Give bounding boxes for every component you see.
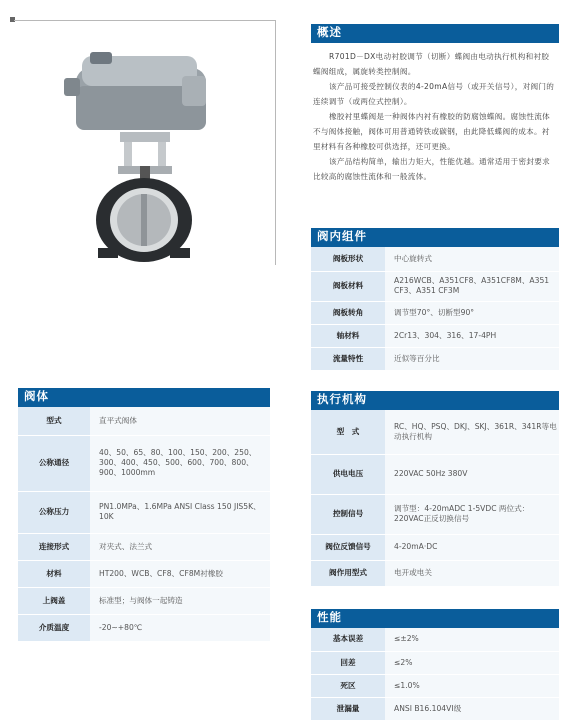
row-value: 中心旋转式 [385,247,559,271]
actuator-title: 执行机构 [311,391,559,408]
row-value: 电开或电关 [385,560,559,586]
row-key: 公称压力 [18,491,90,533]
row-key: 泄漏量 [311,697,385,720]
row-key: 阀板材料 [311,271,385,301]
row-key: 流量特性 [311,347,385,370]
row-key: 公称通径 [18,435,90,491]
table-row [311,454,559,494]
table-row [311,697,559,720]
table-row [311,301,559,324]
row-value: 2Cr13、304、316、17-4PH [385,324,559,347]
row-key: 死区 [311,674,385,697]
row-key: 阀位反馈信号 [311,534,385,560]
table-row [18,587,270,614]
valve-body-section [18,388,270,642]
row-value: RC、HQ、PSQ、DKJ、SKJ、361R、341R等电动执行机构 [385,410,559,454]
table-row [311,271,559,301]
row-key: 阀板形状 [311,247,385,271]
actuator-table [311,410,559,587]
row-key: 轴材料 [311,324,385,347]
row-value: 对夹式、法兰式 [90,533,270,560]
row-key: 回差 [311,651,385,674]
row-value: 4-20mA·DC [385,534,559,560]
row-key: 型 式 [311,410,385,454]
performance-section [311,609,559,721]
table-row [311,494,559,534]
performance-table [311,628,559,721]
table-row [311,651,559,674]
overview-paragraph: 该产品结构简单，输出力矩大，性能优越。通常适用于密封要求比较高的腐蚀性流体和一般流体。 [313,157,551,181]
row-value: 40、50、65、80、100、150、200、250、300、400、450、500、600、700、800、900、1000mm [90,435,270,491]
row-value: 近似等百分比 [385,347,559,370]
overview-paragraph: 橡胶衬里蝶阀是一种阀体内衬有橡胶的防腐蚀蝶阀。腐蚀性流体不与阀体接触，阀体可用普通铸铁或碳钢，由此降低蝶阀的成本。衬里材料有各种橡胶可供选择，还可更换。 [313,112,551,151]
table-row [311,534,559,560]
row-value: HT200、WCB、CF8、CF8M衬橡胶 [90,560,270,587]
row-key: 介质温度 [18,614,90,641]
electric-butterfly-valve-image [62,48,232,263]
table-row [311,560,559,586]
table-row [18,491,270,533]
row-value: ≤1.0% [385,674,559,697]
valve-body-table [18,407,270,642]
performance-title: 性能 [311,609,559,626]
row-key: 控制信号 [311,494,385,534]
overview-paragraph: 该产品可接受控制仪表的4-20mA信号（或开关信号），对阀门的连续调节（或两位式控制）。 [313,82,555,106]
row-value: 调节型70°、切断型90° [385,301,559,324]
row-key: 阀板转角 [311,301,385,324]
row-key: 阀作用型式 [311,560,385,586]
table-row [311,347,559,370]
row-key: 材料 [18,560,90,587]
row-value: PN1.0MPa、1.6MPa ANSI Class 150 JIS5K、10K [90,491,270,533]
internal-components-table [311,247,559,371]
overview-section [311,24,559,184]
table-row [311,628,559,651]
internal-components-section [311,228,559,371]
row-key: 供电电压 [311,454,385,494]
table-row [18,533,270,560]
actuator-section [311,391,559,587]
table-row [311,674,559,697]
row-value: 标准型；与阀体一起铸造 [90,587,270,614]
row-value: -20~+80℃ [90,614,270,641]
row-value: 直平式阀体 [90,407,270,435]
table-row [18,407,270,435]
table-row [18,435,270,491]
row-key: 基本误差 [311,628,385,651]
internal-components-title: 阀内组件 [311,228,559,245]
row-value: ≤±2% [385,628,559,651]
row-key: 上阀盖 [18,587,90,614]
row-value: A216WCB、A351CF8、A351CF8M、A351 CF3、A351 CF3M [385,271,559,301]
valve-body-title: 阀体 [18,388,270,405]
row-key: 型式 [18,407,90,435]
overview-title: 概述 [311,24,559,41]
table-row [18,614,270,641]
row-value: ANSI B16.104VI级 [385,697,559,720]
table-row [311,410,559,454]
table-row [311,324,559,347]
row-value: ≤2% [385,651,559,674]
overview-paragraph: R701D－DX电动衬胶调节（切断）蝶阀由电动执行机构和衬胶蝶阀组成，属旋转类控制阀。 [313,52,550,76]
table-row [18,560,270,587]
row-value: 调节型：4-20mADC 1-5VDC 两位式：220VAC正反切换信号 [385,494,559,534]
table-row [311,247,559,271]
row-value: 220VAC 50Hz 380V [385,454,559,494]
row-key: 连接形式 [18,533,90,560]
